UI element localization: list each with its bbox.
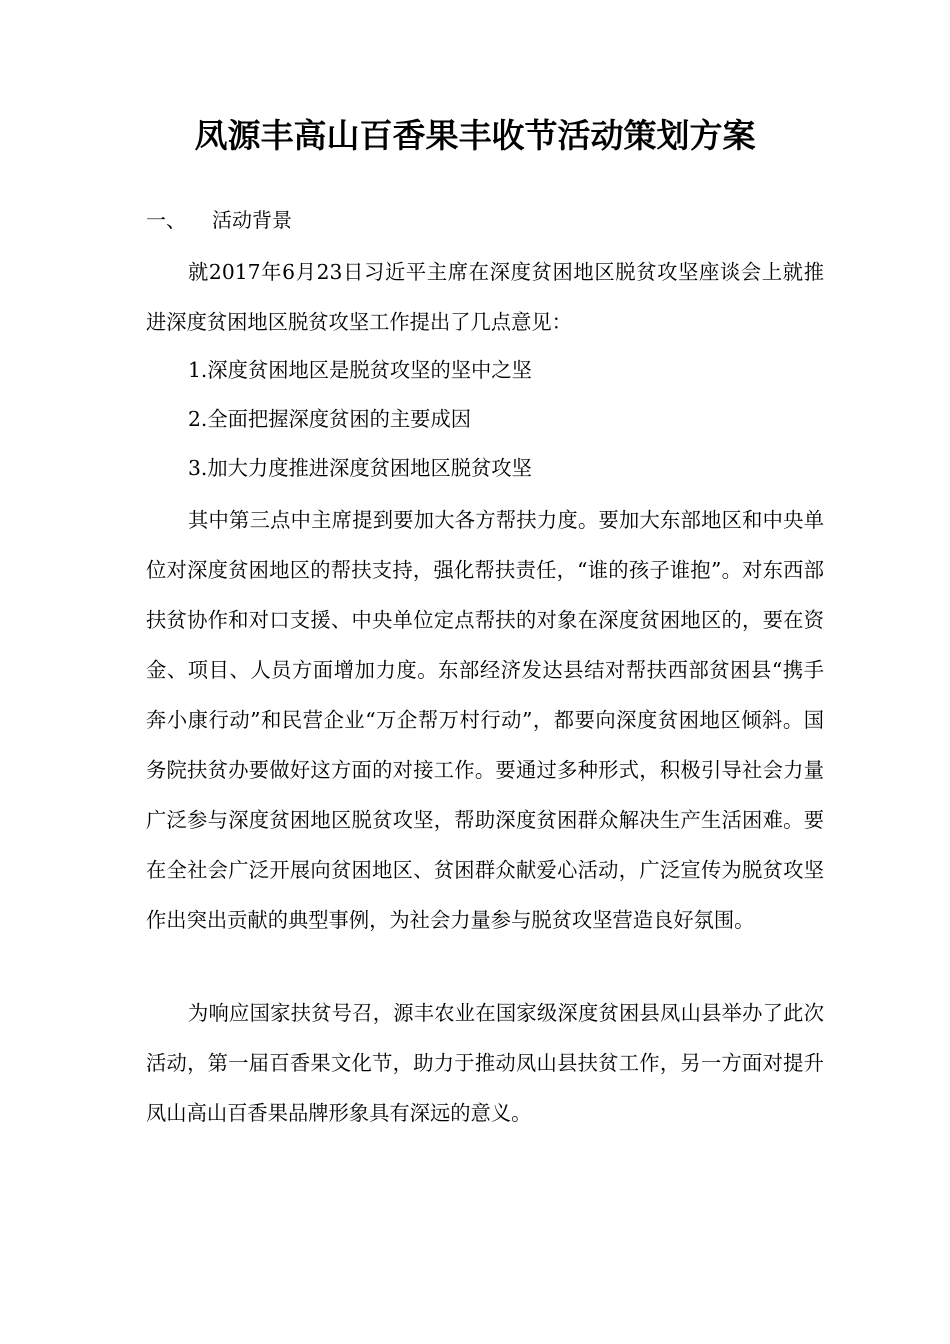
list-item: 1.深度贫困地区是脱贫攻坚的坚中之坚 [188, 358, 532, 382]
paragraph-response: 为响应国家扶贫号召，源丰农业在国家级深度贫困县凤山县举办了此次活动，第一届百香果文化节，助力于推动凤山县扶贫工作，另一方面对提升凤山高山百香果品牌形象具有深远的意义。 [146, 1001, 824, 1125]
section-number: 一、 [146, 208, 186, 232]
section-heading-background [146, 205, 292, 235]
paragraph-intro: 就2017年6月23日习近平主席在深度贫困地区脱贫攻坚座谈会上就推进深度贫困地区脱贫攻坚工作提出了几点意见： [146, 260, 824, 334]
document-title: 凤源丰高山百香果丰收节活动策划方案 [194, 116, 756, 155]
list-item: 3.加大力度推进深度贫困地区脱贫攻坚 [188, 456, 532, 480]
section-title: 活动背景 [212, 208, 292, 232]
list-item: 2.全面把握深度贫困的主要成因 [188, 407, 472, 431]
paragraph-support: 其中第三点中主席提到要加大各方帮扶力度。要加大东部地区和中央单位对深度贫困地区的帮扶支持，强化帮扶责任，“谁的孩子谁抱”。对东西部扶贫协作和对口支援、中央单位定点帮扶的对象在深度贫困地区的，要在资金、项目、人员方面增加力度。东部经济发达县结对帮扶西部贫困县“携手奔小康行动”和民营企业“万企帮万村行动”，都要向深度贫困地区倾斜。国务院扶贫办要做好这方面的对接工作。要通过多种形式，积极引导社会力量广泛参与深度贫困地区脱贫攻坚，帮助深度贫困群众解决生产生活困难。要在全社会广泛开展向贫困地区、贫困群众献爱心活动，广泛宣传为脱贫攻坚作出突出贡献的典型事例，为社会力量参与脱贫攻坚营造良好氛围。 [146, 508, 824, 932]
